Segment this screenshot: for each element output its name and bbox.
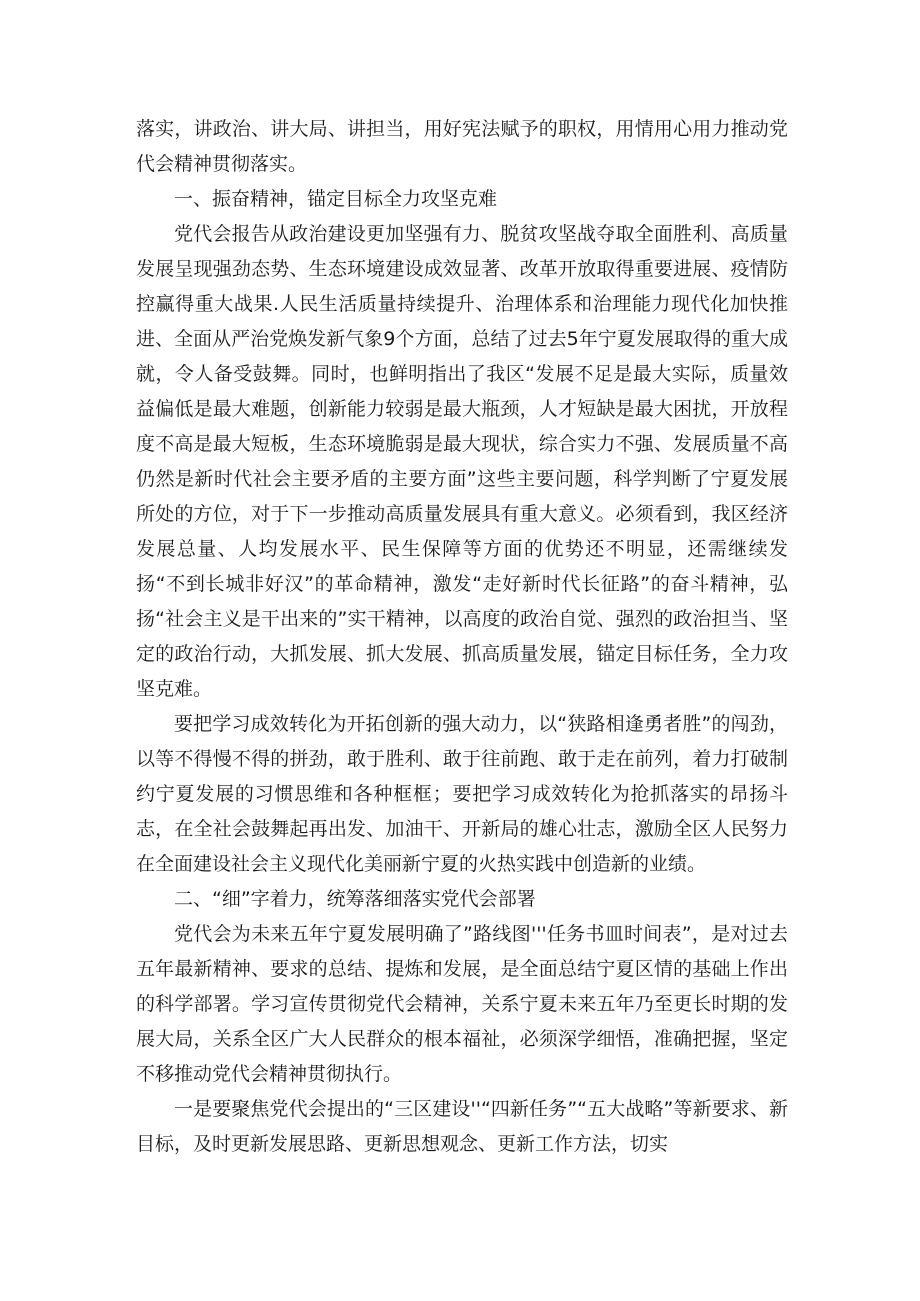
section-heading-1: 一、振奋精神，锚定目标全力攻坚克难 — [174, 188, 498, 210]
paragraph: 党代会报告从政治建设更加坚强有力、脱贫攻坚战夺取全面胜利、高质量发展呈现强劲态势、生态环境建设成效显著、改革开放取得重要进展、疫情防控赢得重大战果.人民生活质量持续提升、治理体系和治理能力现代化加快推进、全面从严治党焕发新气象9个方面，总结了过去5年宁夏发展取得的重大成就，令人备受鼓舞。同时，也鲜明指出了我区“发展不足是最大实际，质量效益偏低是最大难题，创新能力较弱是最大瓶颈，人才短缺是最大困扰，开放程度不高是最大短板，生态环境脆弱是最大现状，综合实力不强、发展质量不高仍然是新时代社会主要矛盾的主要方面”这些主要问题，科学判断了宁夏发展所处的方位，对于下一步推动高质量发展具有重大意义。必须看到，我区经济发展总量、人均发展水平、民生保障等方面的优势还不明显，还需继续发扬“不到长城非好汉”的革命精神，激发“走好新时代长征路”的奋斗精神，弘扬“社会主义是干出来的”实干精神，以高度的政治自觉、强烈的政治担当、坚定的政治行动，大抓发展、抓大发展、抓高质量发展，锚定目标任务，全力攻坚克难。 — [136, 223, 788, 700]
paragraph: 要把学习成效转化为开拓创新的强大动力，以“狭路相逢勇者胜”的闯劲，以等不得慢不得的拼劲，敢于胜利、敢于往前跑、敢于走在前列，着力打破制约宁夏发展的习惯思维和各种框框；要把学习成效转化为抢抓落实的昂扬斗志，在全社会鼓舞起再出发、加油干、开新局的雄心壮志，激励全区人民努力在全面建设社会主义现代化美丽新宁夏的火热实践中创造新的业绩。 — [136, 713, 788, 875]
paragraph-continuation: 落实，讲政治、讲大局、讲担当，用好宪法赋予的职权，用情用心用力推动党代会精神贯彻落实。 — [136, 118, 788, 175]
paragraph: 一是要聚焦党代会提出的“三区建设''“四新任务”“五大战略”等新要求、新目标，及时更新发展思路、更新思想观念、更新工作方法，切实 — [136, 1098, 788, 1155]
paragraph: 党代会为未来五年宁夏发展明确了”路线图'''任务书皿时间表”，是对过去五年最新精神、要求的总结、提炼和发展，是全面总结宁夏区情的基础上作出的科学部署。学习宣传贯彻党代会精神，关系宁夏未来五年乃至更长时期的发展大局，关系全区广大人民群众的根本福祉，必须深学细悟，准确把握，坚定不移推动党代会精神贯彻执行。 — [136, 923, 788, 1085]
section-heading-2: 二、“细”字着力，统筹落细落实党代会部署 — [174, 888, 536, 910]
document-body — [136, 112, 788, 1162]
